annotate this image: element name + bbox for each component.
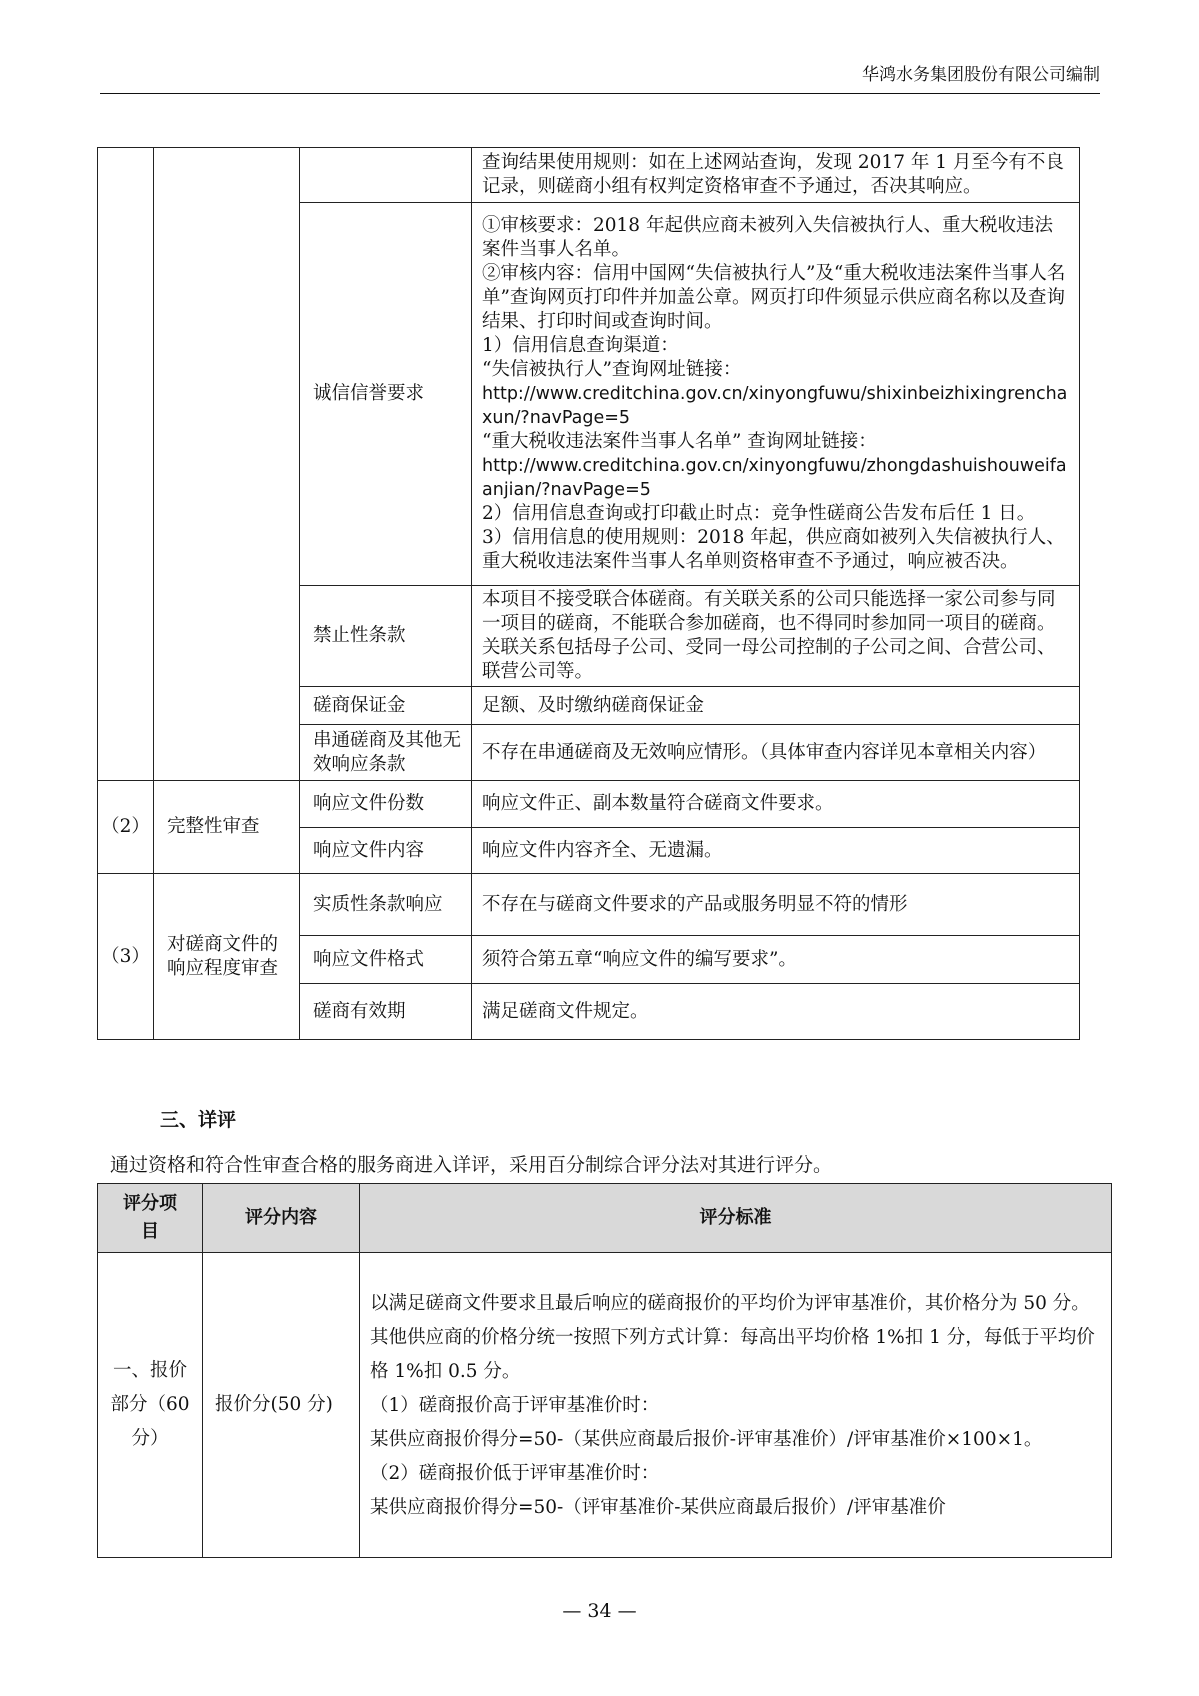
requirement-cell: 满足磋商文件规定。	[472, 984, 1080, 1040]
item-cell	[300, 148, 472, 203]
item-cell: 禁止性条款	[300, 586, 472, 687]
requirement-line: 2）信用信息查询或打印截止时点：竞争性磋商公告发布后任 1 日。	[482, 503, 1036, 524]
table-row	[98, 1253, 1112, 1558]
item-cell: 磋商保证金	[300, 687, 472, 725]
standard-line: （1）磋商报价高于评审基准价时：	[370, 1395, 660, 1416]
header-divider	[100, 93, 1100, 94]
item-cell: 磋商有效期	[300, 984, 472, 1040]
item-cell: 诚信信誉要求	[300, 203, 472, 586]
column-header: 评分内容	[203, 1184, 360, 1253]
document-header: 华鸿水务集团股份有限公司编制	[862, 65, 1100, 85]
section-number-cell	[98, 148, 154, 781]
requirement-cell	[472, 203, 1080, 586]
section-name-cell	[154, 148, 300, 781]
review-table	[97, 147, 1080, 1040]
section-name-cell: 对磋商文件的响应程度审查	[154, 874, 300, 1040]
requirement-line: 3）信用信息的使用规则：2018 年起，供应商如被列入失信被执行人、重大税收违法案件当事人名单则资格审查不予通过，响应被否决。	[482, 527, 1065, 572]
section-name-cell: 完整性审查	[154, 781, 300, 874]
standard-line: 以满足磋商文件要求且最后响应的磋商报价的平均价为评审基准价，其价格分为 50 分。	[370, 1293, 1090, 1314]
section-title: 三、详评	[160, 1109, 237, 1131]
table-header-row	[98, 1184, 1112, 1253]
column-header: 评分标准	[360, 1184, 1112, 1253]
item-cell: 响应文件份数	[300, 781, 472, 828]
requirement-line: 1）信用信息查询渠道：	[482, 335, 679, 356]
table-row	[98, 148, 1080, 203]
requirement-line: ②审核内容：信用中国网“失信被执行人”及“重大税收违法案件当事人名单”查询网页打印件并加盖公章。网页打印件须显示供应商名称以及查询结果、打印时间或查询时间。	[482, 263, 1066, 332]
column-header: 评分项目	[98, 1184, 203, 1253]
requirement-cell: 足额、及时缴纳磋商保证金	[472, 687, 1080, 725]
item-cell: 响应文件内容	[300, 828, 472, 874]
credit-query-link[interactable]: http://www.creditchina.gov.cn/xinyongfuwu/zhongdashuishouweifaanjian/?navPage=5	[482, 456, 1067, 500]
requirement-cell: 不存在与磋商文件要求的产品或服务明显不符的情形	[472, 874, 1080, 936]
item-cell: 串通磋商及其他无效响应条款	[300, 725, 472, 781]
requirement-cell: 不存在串通磋商及无效响应情形。（具体审查内容详见本章相关内容）	[472, 725, 1080, 781]
requirement-cell: 本项目不接受联合体磋商。有关联关系的公司只能选择一家公司参与同一项目的磋商，不能联合参加磋商，也不得同时参加同一项目的磋商。关联关系包括母子公司、受同一母公司控制的子公司之间、合营公司、联营公司等。	[472, 586, 1080, 687]
score-content-cell: 报价分(50 分)	[203, 1253, 360, 1558]
table-row	[98, 874, 1080, 936]
score-table	[97, 1183, 1112, 1558]
requirement-line: ①审核要求：2018 年起供应商未被列入失信被执行人、重大税收违法案件当事人名单。	[482, 215, 1053, 260]
requirement-cell: 须符合第五章“响应文件的编写要求”。	[472, 936, 1080, 984]
requirement-cell: 响应文件正、副本数量符合磋商文件要求。	[472, 781, 1080, 828]
standard-line: 其他供应商的价格分统一按照下列方式计算：每高出平均价格 1%扣 1 分，每低于平均价格 1%扣 0.5 分。	[370, 1327, 1095, 1382]
standard-line: 某供应商报价得分=50-（评审基准价-某供应商最后报价）/评审基准价	[370, 1497, 946, 1518]
item-cell: 响应文件格式	[300, 936, 472, 984]
item-cell: 实质性条款响应	[300, 874, 472, 936]
requirement-line: “重大税收违法案件当事人名单” 查询网址链接：	[482, 431, 877, 452]
score-item-cell: 一、报价部分（60 分）	[98, 1253, 203, 1558]
standard-line: （2）磋商报价低于评审基准价时：	[370, 1463, 660, 1484]
score-standard-cell	[360, 1253, 1112, 1558]
credit-query-link[interactable]: http://www.creditchina.gov.cn/xinyongfuwu/shixinbeizhixingrenchaxun/?navPage=5	[482, 384, 1068, 428]
intro-paragraph: 通过资格和符合性审查合格的服务商进入详评，采用百分制综合评分法对其进行评分。	[110, 1154, 833, 1176]
standard-line: 某供应商报价得分=50-（某供应商最后报价-评审基准价）/评审基准价×100×1。	[370, 1429, 1043, 1450]
requirement-line: “失信被执行人”查询网址链接：	[482, 359, 742, 380]
requirement-cell: 查询结果使用规则：如在上述网站查询，发现 2017 年 1 月至今有不良记录，则磋商小组有权判定资格审查不予通过，否决其响应。	[472, 148, 1080, 203]
section-number-cell: （2）	[98, 781, 154, 874]
section-number-cell: （3）	[98, 874, 154, 1040]
page-number: — 34 —	[562, 1600, 637, 1622]
requirement-cell: 响应文件内容齐全、无遗漏。	[472, 828, 1080, 874]
table-row	[98, 781, 1080, 828]
